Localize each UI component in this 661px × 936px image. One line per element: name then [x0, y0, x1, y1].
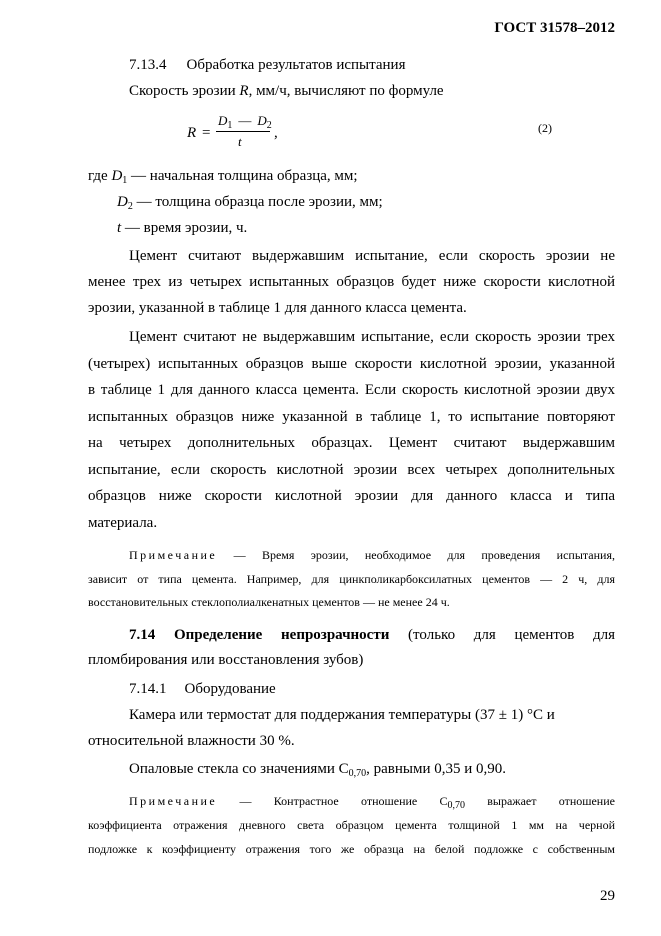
- para2-line: (четырех) испытанных образцов выше скорости кислотной эрозии, указанной: [88, 356, 615, 372]
- section-7-14-1-heading: [129, 679, 276, 699]
- section-7-13-4-heading: [129, 55, 405, 75]
- note1-line2: зависит от типа цемента. Например, для цинкполикарбоксилатных цементов — 2 ч, для: [88, 572, 615, 586]
- chamber-line2: относительной влажности 30 %.: [88, 733, 295, 749]
- where-d2-line: [117, 192, 383, 217]
- intro-text-end: , мм/ч, вычисляют по формуле: [248, 83, 444, 99]
- fraction-bar: [216, 131, 270, 132]
- glass-text-end: , равными 0,35 и 0,90.: [366, 761, 507, 777]
- note2-line2: коэффициента отражения дневного света образцом цемента толщиной 1 мм на черной: [88, 818, 615, 832]
- section-7-14-heading: [129, 625, 615, 645]
- note-label: Примечание: [129, 548, 218, 562]
- para2-line: на четырех дополнительных образцах. Цемент считают выдержавшим: [88, 435, 615, 451]
- note2-line1: [129, 793, 615, 814]
- note-sub: 0,70: [447, 800, 465, 811]
- section-title: Обработка результатов испытания: [186, 57, 406, 73]
- where-lead: где: [88, 168, 112, 184]
- formula-number: (2): [538, 121, 552, 135]
- formula-numerator: [218, 113, 272, 131]
- intro-variable: R: [239, 83, 249, 99]
- d1-variable: D: [111, 168, 123, 184]
- numerator-d2: D: [257, 113, 267, 128]
- numerator-d2-sub: 2: [266, 120, 272, 131]
- section-7-14-rest: (только для цементов для: [389, 627, 616, 643]
- where-t-line: [117, 218, 247, 238]
- formula-equals: =: [202, 125, 211, 141]
- formula-denominator: t: [238, 134, 242, 149]
- section-7-14-title: 7.14 Определение непрозрачности: [129, 627, 390, 643]
- section-title: Оборудование: [184, 681, 276, 697]
- para1-line: Цемент считают выдержавшим испытание, если скорость эрозии не: [129, 248, 615, 264]
- para2-line: материала.: [88, 515, 158, 531]
- section-7-14-line2: пломбирования или восстановления зубов): [88, 652, 364, 668]
- opal-glass-line: [129, 759, 506, 784]
- chamber-line1: Камера или термостат для поддержания температуры (37 ± 1) °С и: [129, 707, 555, 723]
- note-text: — Контрастное отношение С: [239, 794, 448, 808]
- para1-line: эрозии, указанной в таблице 1 для данного класса цемента.: [88, 300, 467, 316]
- t-text: — время эрозии, ч.: [121, 220, 248, 236]
- d2-text: — толщина образца после эрозии, мм;: [132, 194, 383, 210]
- formula-intro: [129, 81, 444, 101]
- intro-text: Скорость эрозии: [129, 83, 240, 99]
- note1-line3: восстановительных стеклополиалкенатных цементов — не менее 24 ч.: [88, 595, 450, 609]
- d1-sub: 1: [122, 175, 128, 186]
- para2-line: испытанных образцов ниже указанной в таблице 1, то испытание повторяют: [88, 409, 615, 425]
- d2-sub: 2: [127, 201, 133, 212]
- note-text: — Время эрозии, необходимое для проведения испытания,: [233, 548, 615, 562]
- d2-variable: D: [117, 194, 128, 210]
- document-standard-header: ГОСТ 31578–2012: [494, 20, 615, 36]
- formula-comma: ,: [274, 125, 278, 141]
- numerator-minus: —: [238, 113, 252, 128]
- section-number: 7.14.1: [129, 681, 167, 697]
- numerator-d1: D: [218, 113, 228, 128]
- para2-line: в таблице 1 для данного класса цемента. Если скорость кислотной эрозии двух: [88, 382, 615, 398]
- glass-sub: 0,70: [348, 768, 367, 779]
- t-variable: t: [117, 220, 122, 236]
- note1-line1: [129, 547, 615, 563]
- note-label: Примечание: [129, 794, 218, 808]
- page-number: 29: [600, 888, 615, 904]
- para2-line: образцов ниже скорости кислотной эрозии для данного класса и типа: [88, 488, 615, 504]
- formula-lhs: R: [187, 125, 197, 141]
- d1-text: — начальная толщина образца, мм;: [127, 168, 358, 184]
- glass-text: Опаловые стекла со значениями С: [129, 761, 349, 777]
- note2-line3: подложке к коэффициенту отражения того же образца на белой подложке с собственным: [88, 842, 615, 856]
- para2-line: Цемент считают не выдержавшим испытание, если скорость эрозии трех: [129, 329, 615, 345]
- para1-line: менее трех из четырех испытанных образцов будет ниже скорости кислотной: [88, 274, 615, 290]
- numerator-d1-sub: 1: [227, 120, 233, 131]
- para2-line: испытание, если скорость кислотной эрозии всех четырех дополнительных: [88, 462, 615, 478]
- section-number: 7.13.4: [129, 57, 167, 73]
- where-d1-line: [88, 166, 358, 191]
- note-text-end: выражает отношение: [465, 794, 615, 808]
